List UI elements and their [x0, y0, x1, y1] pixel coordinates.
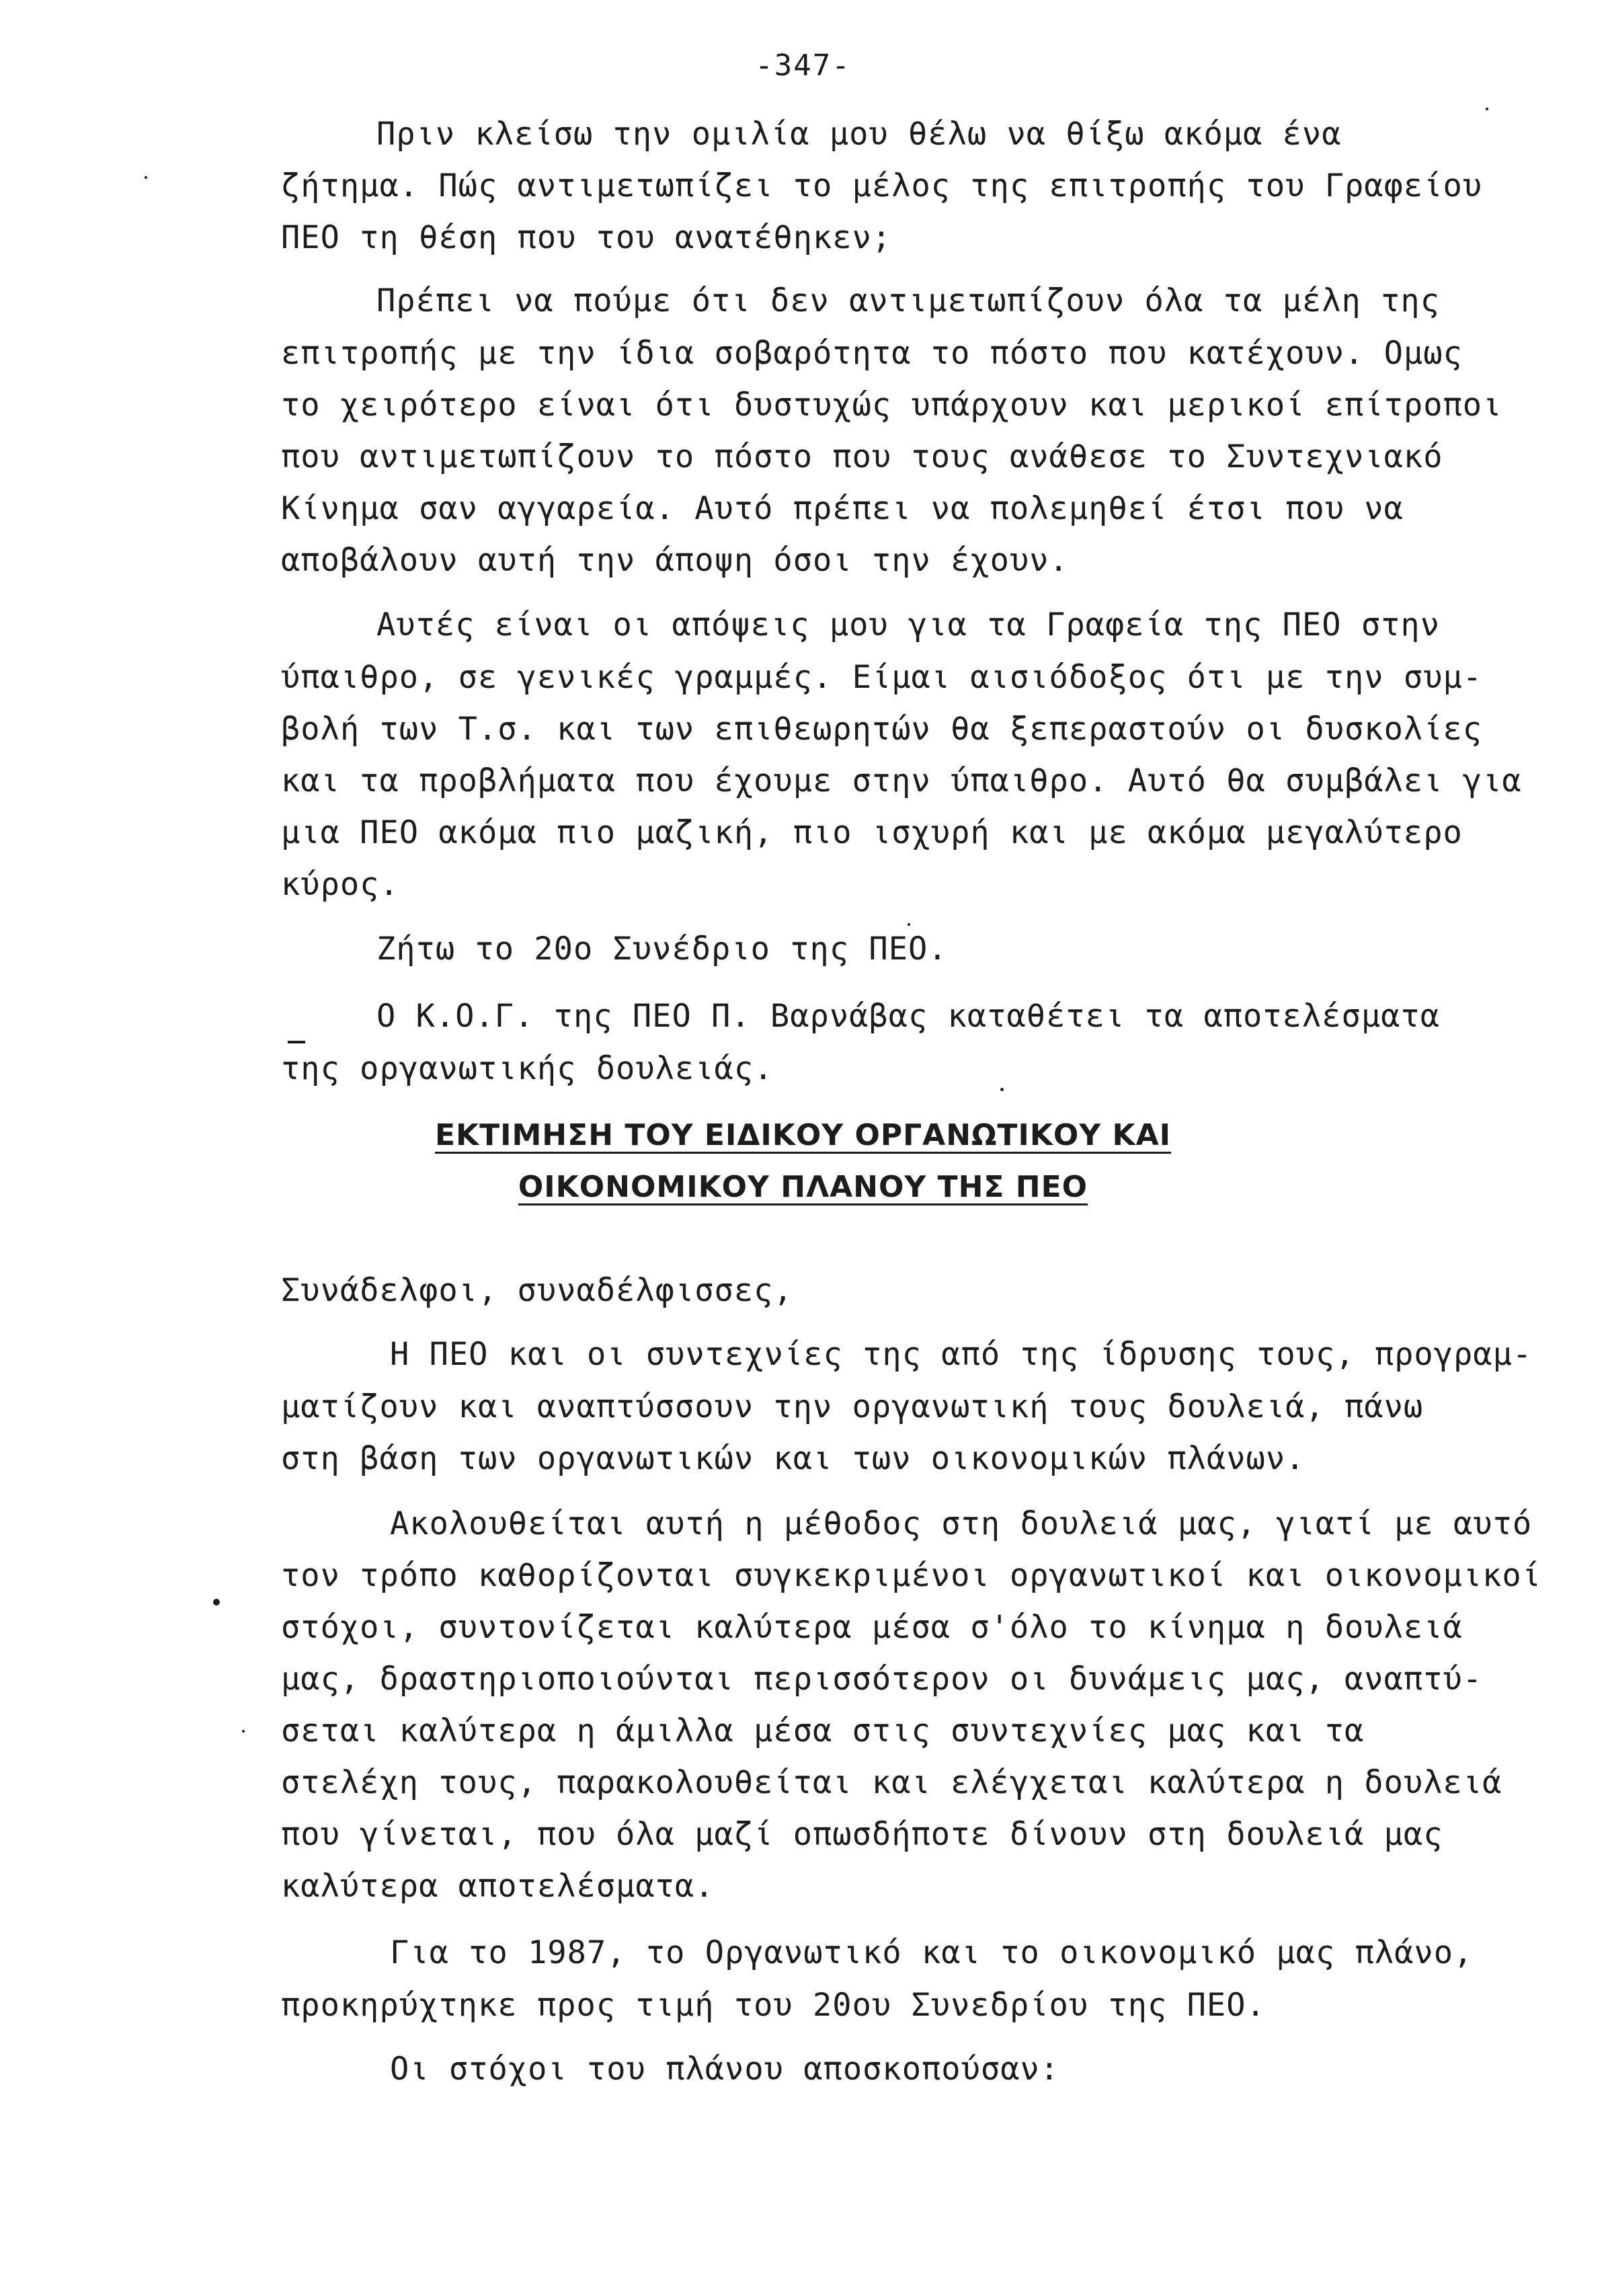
text-line: Για το 1987, το Οργανωτικό και το οικονομικό μας πλάνο,	[390, 1934, 1474, 1971]
text-line: καλύτερα αποτελέσματα.	[281, 1868, 715, 1905]
text-line: στη βάση των οργανωτικών και των οικονομικών πλάνων.	[281, 1440, 1306, 1477]
scan-speck	[145, 176, 147, 179]
text-line: που γίνεται, που όλα μαζί οπωσδήποτε δίνουν στη δουλειά μας	[281, 1816, 1443, 1853]
text-line: Πριν κλείσω την ομιλία μου θέλω να θίξω ακόμα ένα	[376, 116, 1342, 153]
scan-speck	[1000, 1088, 1004, 1091]
text-line: της οργανωτικής δουλειάς.	[281, 1050, 774, 1087]
text-line: Ακολουθείται αυτή η μέθοδος στη δουλειά μας, γιατί με αυτό	[390, 1505, 1533, 1542]
text-line: Ζήτω το 20ο Συνέδριο της ΠΕΟ.	[376, 931, 948, 967]
section-heading-line-1: ΕΚΤΙΜΗΣΗ ΤΟΥ ΕΙΔΙΚΟΥ ΟΡΓΑΝΩΤΙΚΟΥ ΚΑΙ	[434, 1118, 1172, 1152]
text-line: μια ΠΕΟ ακόμα πιο μαζική, πιο ισχυρή και με ακόμα μεγαλύτερο	[281, 814, 1463, 851]
scan-speck	[1486, 108, 1488, 110]
text-line: στελέχη τους, παρακολουθείται και ελέγχεται καλύτερα η δουλειά	[281, 1764, 1502, 1801]
text-line: και τα προβλήματα που έχουμε στην ύπαιθρο. Αυτό θα συμβάλει για	[281, 762, 1522, 799]
text-line: Αυτές είναι οι απόψεις μου για τα Γραφεία της ΠΕΟ στην	[376, 606, 1441, 643]
text-line: ματίζουν και αναπτύσσουν την οργανωτική τους δουλειά, πάνω	[281, 1388, 1424, 1425]
page-number: -347-	[755, 48, 851, 83]
text-line: τον τρόπο καθορίζονται συγκεκριμένοι οργανωτικοί και οικονομικοί	[281, 1557, 1541, 1594]
scan-speck	[908, 923, 910, 926]
text-line: σεται καλύτερα η άμιλλα μέσα στις συντεχνίες μας και τα	[281, 1712, 1365, 1749]
text-line: προκηρύχτηκε προς τιμή του 20ου Συνεδρίου της ΠΕΟ.	[281, 1987, 1266, 2024]
text-line: ύπαιθρο, σε γενικές γραμμές. Είμαι αισιόδοξος ότι με την συμ-	[281, 659, 1483, 696]
salutation: Συνάδελφοι, συναδέλφισσες,	[281, 1272, 793, 1309]
text-line: αποβάλουν αυτή την άποψη όσοι την έχουν.	[281, 542, 1069, 579]
text-line: Η ΠΕΟ και οι συντεχνίες της από της ίδρυσης τους, προγραμ-	[390, 1336, 1533, 1373]
section-heading-line-2: ΟΙΚΟΝΟΜΙΚΟΥ ΠΛΑΝΟΥ ΤΗΣ ΠΕΟ	[518, 1170, 1088, 1204]
section-heading	[0, 1118, 1606, 1152]
text-line: επιτροπής με την ίδια σοβαρότητα το πόστο που κατέχουν. Ομως	[281, 335, 1463, 372]
text-line: στόχοι, συντονίζεται καλύτερα μέσα σ'όλο το κίνημα η δουλειά	[281, 1609, 1463, 1646]
section-heading	[0, 1170, 1606, 1204]
text-line: που αντιμετωπίζουν το πόστο που τους ανάθεσε το Συντεχνιακό	[281, 438, 1443, 475]
text-line: μας, δραστηριοποιούνται περισσότερον οι δυνάμεις μας, αναπτύ-	[281, 1661, 1483, 1698]
text-line: βολή των Τ.σ. και των επιθεωρητών θα ξεπεραστούν οι δυσκολίες	[281, 711, 1483, 748]
text-line: κύρος.	[281, 866, 399, 903]
text-line: Οι στόχοι του πλάνου αποσκοπούσαν:	[390, 2051, 1060, 2088]
text-line: Ο Κ.Ο.Γ. της ΠΕΟ Π. Βαρνάβας καταθέτει τα αποτελέσματα	[376, 998, 1441, 1035]
text-line: το χειρότερο είναι ότι δυστυχώς υπάρχουν και μερικοί επίτροποι	[281, 387, 1502, 424]
scan-speck	[213, 1599, 220, 1606]
margin-mark	[288, 1041, 305, 1043]
text-line: ζήτημα. Πώς αντιμετωπίζει το μέλος της επιτροπής του Γραφείου	[281, 167, 1483, 204]
text-line: ΠΕΟ τη θέση που του ανατέθηκεν;	[281, 219, 892, 256]
text-line: Πρέπει να πούμε ότι δεν αντιμετωπίζουν όλα τα μέλη της	[376, 282, 1441, 319]
scan-speck	[242, 1730, 245, 1733]
text-line: Κίνημα σαν αγγαρεία. Αυτό πρέπει να πολεμηθεί έτσι που να	[281, 490, 1404, 527]
